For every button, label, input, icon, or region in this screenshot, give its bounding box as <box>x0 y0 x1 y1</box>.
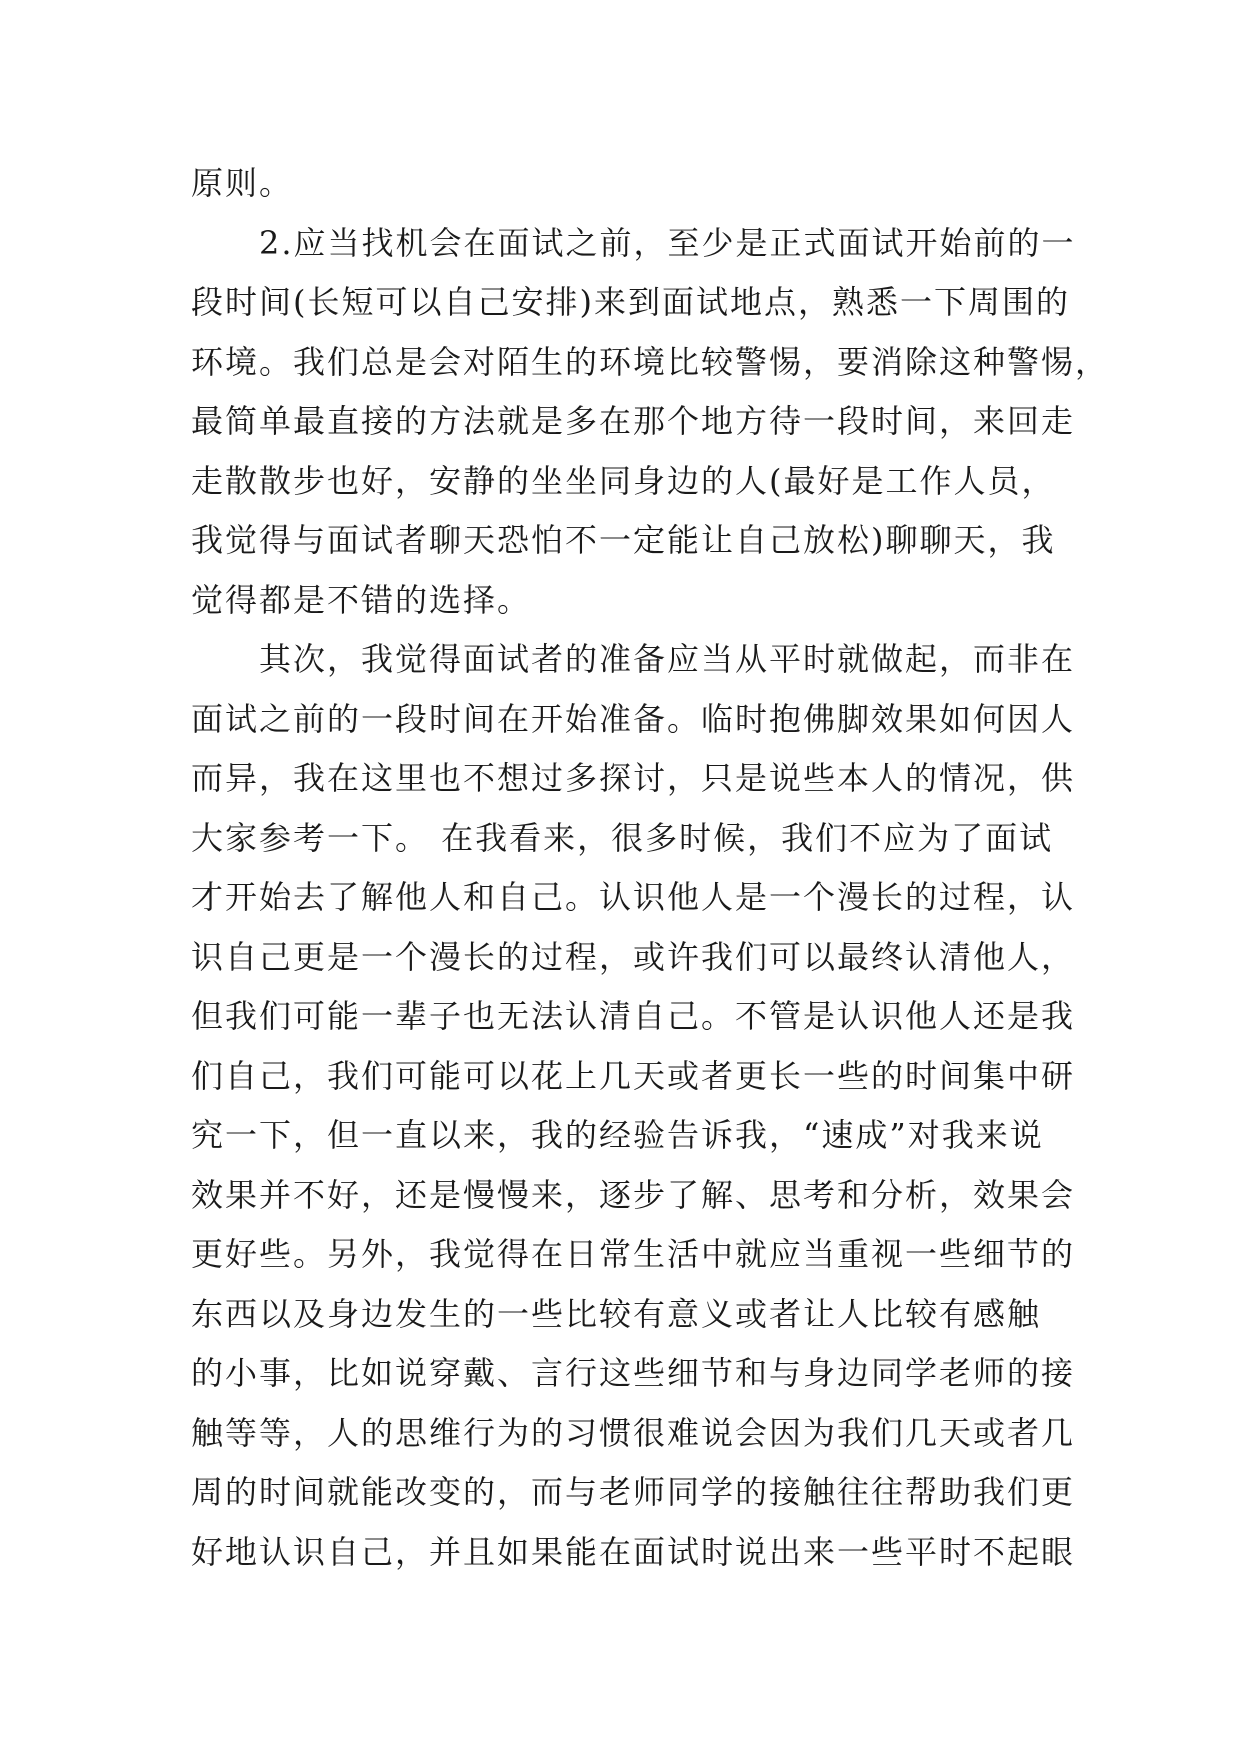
text-line: 原则。 <box>191 164 294 202</box>
text-line: 究一下，但一直以来，我的经验告诉我，“速成”对我来说 <box>191 1116 1044 1154</box>
text-line: 东西以及身边发生的一些比较有意义或者让人比较有感触 <box>191 1294 1042 1333</box>
text-line: 走散散步也好，安静的坐坐同身边的人(最好是工作人员， <box>191 461 1056 500</box>
text-line: 而异，我在这里也不想过多探讨，只是说些本人的情况，供 <box>191 759 1076 797</box>
text-line: 触等等，人的思维行为的习惯很难说会因为我们几天或者几 <box>191 1413 1076 1452</box>
text-line: 的小事，比如说穿戴、言行这些细节和与身边同学老师的接 <box>191 1354 1076 1392</box>
text-line: 段时间(长短可以自己安排)来到面试地点，熟悉一下周围的 <box>191 283 1070 321</box>
text-line: 但我们可能一辈子也无法认清自己。不管是认识他人还是我 <box>191 997 1076 1035</box>
text-line: 们自己，我们可能可以花上几天或者更长一些的时间集中研 <box>191 1056 1076 1095</box>
text-line: 环境。我们总是会对陌生的环境比较警惕，要消除这种警惕， <box>191 342 1110 381</box>
document-body <box>191 154 1110 1582</box>
text-line: 其次，我觉得面试者的准备应当从平时就做起，而非在 <box>191 640 1076 678</box>
text-line: 识自己更是一个漫长的过程，或许我们可以最终认清他人， <box>191 937 1076 976</box>
text-line: 好地认识自己，并且如果能在面试时说出来一些平时不起眼 <box>191 1532 1076 1571</box>
text-line: 觉得都是不错的选择。 <box>191 580 532 619</box>
text-line: 我觉得与面试者聊天恐怕不一定能让自己放松)聊聊天，我 <box>191 521 1056 559</box>
text-line: 更好些。另外，我觉得在日常生活中就应当重视一些细节的 <box>191 1235 1076 1273</box>
text-line: 效果并不好，还是慢慢来，逐步了解、思考和分析，效果会 <box>191 1175 1076 1214</box>
text-line: 大家参考一下。 在我看来，很多时候，我们不应为了面试 <box>191 818 1054 857</box>
text-line: 面试之前的一段时间在开始准备。临时抱佛脚效果如何因人 <box>191 699 1076 738</box>
text-line: 最简单最直接的方法就是多在那个地方待一段时间，来回走 <box>191 402 1076 440</box>
text-line: 才开始去了解他人和自己。认识他人是一个漫长的过程，认 <box>191 878 1076 916</box>
text-line: 2.应当找机会在面试之前，至少是正式面试开始前的一 <box>191 223 1076 262</box>
text-line: 周的时间就能改变的，而与老师同学的接触往往帮助我们更 <box>191 1473 1076 1511</box>
